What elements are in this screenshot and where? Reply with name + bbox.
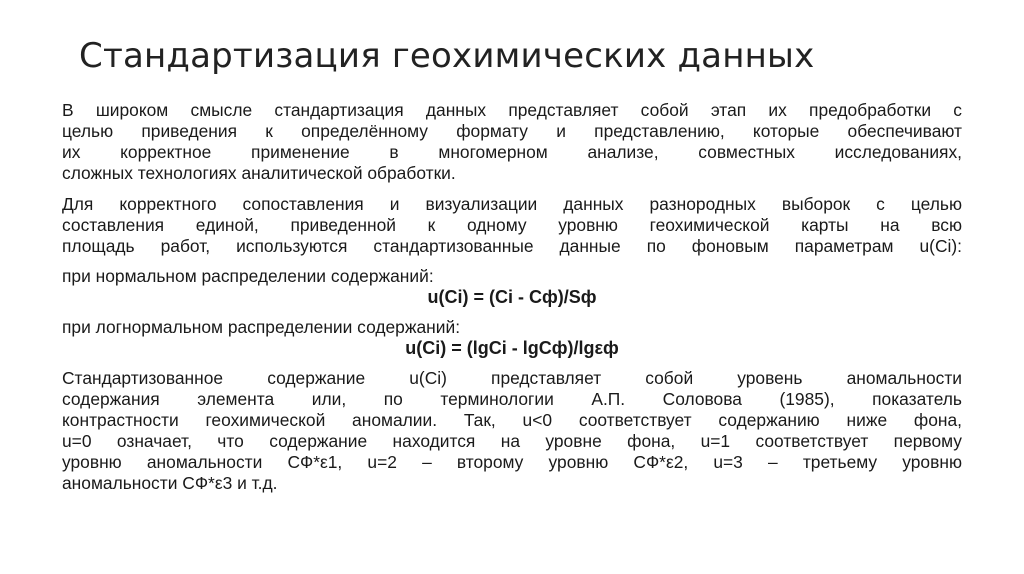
paragraph-line: аномальности СФ*ε3 и т.д.: [62, 473, 278, 493]
slide-title: Стандартизация геохимических данных: [79, 36, 815, 76]
paragraph-line: u=0 означает, что содержание находится на уровне фона, u=1 соответствует первому: [62, 431, 962, 451]
lognormal-distribution-label: при логнормальном распределении содержаний:: [62, 317, 461, 337]
paragraph-line: содержания элемента или, по терминологии А.П. Соловова (1985), показатель: [62, 389, 962, 409]
normal-distribution-label: при нормальном распределении содержаний:: [62, 266, 434, 286]
paragraph-line: их корректное применение в многомерном анализе, совместных исследованиях,: [62, 142, 962, 162]
paragraph-line: В широком смысле стандартизация данных представляет собой этап их предобработки с: [62, 100, 962, 120]
paragraph-line: сложных технологиях аналитической обработки.: [62, 163, 456, 183]
paragraph-line: составления единой, приведенной к одному уровню геохимической карты на всю: [62, 215, 962, 235]
paragraph-interpretation: [62, 368, 962, 494]
paragraph-line: Для корректного сопоставления и визуализации данных разнородных выборок с целью: [62, 194, 962, 214]
slide-body: [62, 100, 962, 494]
formula-lognormal: u(Ci) = (lgCi - lgCф)/lgεф: [405, 338, 619, 358]
paragraph-line: Стандартизованное содержание u(Ci) представляет собой уровень аномальности: [62, 368, 962, 388]
paragraph-line: площадь работ, используются стандартизованные данные по фоновым параметрам u(Ci):: [62, 236, 962, 256]
paragraph-purpose: [62, 194, 962, 257]
paragraph-line: контрастности геохимической аномалии. Так, u<0 соответствует содержанию ниже фона,: [62, 410, 962, 430]
paragraph-definition: [62, 100, 962, 184]
paragraph-line: целью приведения к определённому формату и представлению, которые обеспечивают: [62, 121, 962, 141]
paragraph-line: уровню аномальности СФ*ε1, u=2 – второму уровню СФ*ε2, u=3 – третьему уровню: [62, 452, 962, 472]
formula-normal: u(Ci) = (Ci - Cф)/Sф: [427, 287, 597, 307]
